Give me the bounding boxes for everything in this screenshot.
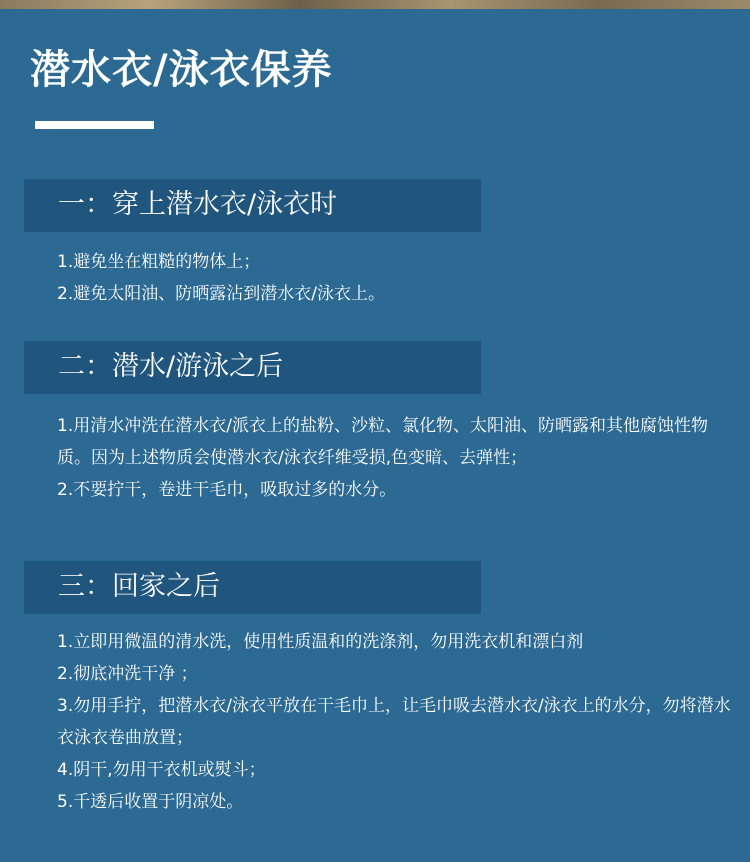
section-header-after-swim bbox=[24, 341, 481, 394]
section-heading: 三：回家之后 bbox=[58, 571, 220, 602]
section-body-at-home bbox=[57, 626, 737, 818]
section-body-after-swim bbox=[57, 410, 737, 506]
list-item: 2.彻底冲洗干净 ； bbox=[57, 664, 198, 684]
page-title: 潜水衣/泳衣保养 bbox=[30, 47, 333, 93]
section-body-wearing bbox=[57, 246, 737, 310]
list-item: 3.勿用手拧，把潜水衣/泳衣平放在干毛巾上，让毛巾吸去潜水衣/泳衣上的水分，勿将潜水衣泳衣卷曲放置； bbox=[57, 696, 731, 748]
list-item: 4.阴干,勿用干衣机或熨斗； bbox=[57, 760, 266, 780]
section-heading: 二：潜水/游泳之后 bbox=[58, 351, 284, 382]
list-item: 5.千透后收置于阴凉处。 bbox=[57, 792, 244, 812]
list-item: 1.立即用微温的清水洗，使用性质温和的洗涤剂，勿用洗衣机和漂白剂 bbox=[57, 632, 584, 652]
list-item: 2.不要拧干，卷进干毛巾，吸取过多的水分。 bbox=[57, 480, 397, 500]
title-underline bbox=[35, 121, 154, 129]
section-header-wearing bbox=[24, 179, 481, 232]
list-item: 2.避免太阳油、防晒露沾到潜水衣/泳衣上。 bbox=[57, 284, 385, 304]
section-header-at-home bbox=[24, 561, 481, 614]
list-item: 1.用清水冲洗在潜水衣/派衣上的盐粉、沙粒、氯化物、太阳油、防晒露和其他腐蚀性物质。因为上述物质会使潜水衣/泳衣纤维受损,色变暗、去弹性； bbox=[57, 416, 708, 468]
section-heading: 一：穿上潜水衣/泳衣时 bbox=[58, 189, 338, 220]
top-photo-strip bbox=[0, 0, 750, 9]
list-item: 1.避免坐在粗糙的物体上； bbox=[57, 252, 261, 272]
